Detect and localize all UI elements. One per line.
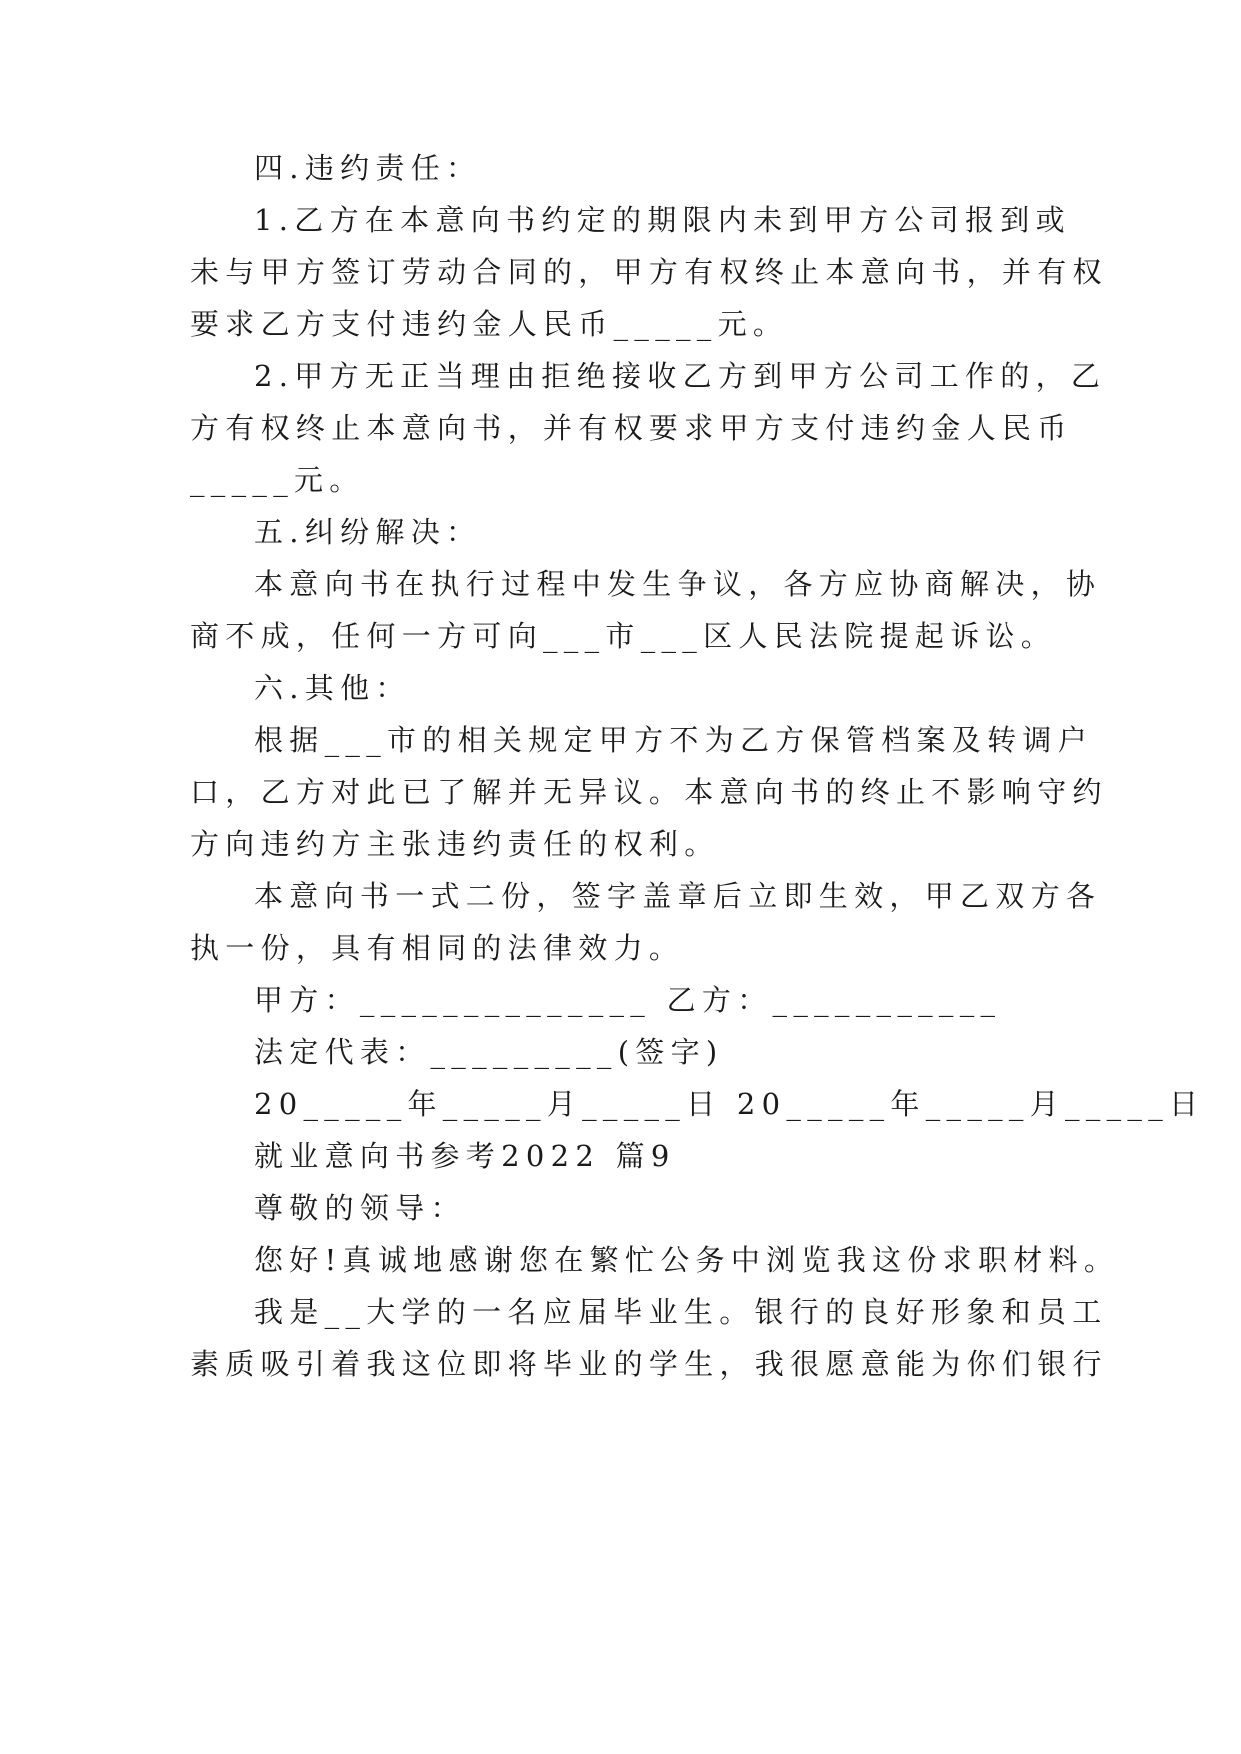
article-heading: 就业意向书参考2022 篇9 [254, 1139, 676, 1173]
paragraph-line: 素质吸引着我这位即将毕业的学生，我很愿意能为你们银行 [190, 1347, 1108, 1381]
paragraph-line: 商不成，任何一方可向___市___区人民法院提起诉讼。 [190, 619, 1057, 653]
legal-representative-line: 法定代表：_________(签字) [254, 1035, 724, 1069]
paragraph-line: 1.乙方在本意向书约定的期限内未到甲方公司报到或 [254, 203, 1071, 237]
paragraph-line: 我是__大学的一名应届毕业生。银行的良好形象和员工 [254, 1295, 1108, 1329]
paragraph-line: 口，乙方对此已了解并无异议。本意向书的终止不影响守约 [190, 775, 1108, 809]
signature-parties-line: 甲方：______________ 乙方：___________ [254, 983, 1002, 1017]
paragraph-line: _____元。 [190, 463, 365, 497]
section-heading-dispute-resolution: 五.纠纷解决： [254, 515, 482, 549]
section-heading-other: 六.其他： [254, 671, 411, 705]
paragraph-line: 方向违约方主张违约责任的权利。 [190, 827, 720, 861]
paragraph-line: 方有权终止本意向书，并有权要求甲方支付违约金人民币 [190, 411, 1073, 445]
signature-dates-line: 20_____年_____月_____日 20_____年_____月_____日 [254, 1087, 1205, 1121]
paragraph-line: 本意向书一式二份，签字盖章后立即生效，甲乙双方各 [254, 879, 1102, 913]
paragraph-line: 未与甲方签订劳动合同的，甲方有权终止本意向书，并有权 [190, 255, 1108, 289]
paragraph-line: 2.甲方无正当理由拒绝接收乙方到甲方公司工作的，乙 [254, 359, 1107, 393]
paragraph-line: 执一份，具有相同的法律效力。 [190, 931, 685, 965]
letter-salutation: 尊敬的领导： [254, 1191, 466, 1225]
paragraph-line: 本意向书在执行过程中发生争议，各方应协商解决，协 [254, 567, 1102, 601]
paragraph-line: 根据___市的相关规定甲方不为乙方保管档案及转调户 [254, 723, 1094, 757]
paragraph-line: 要求乙方支付违约金人民币_____元。 [190, 307, 789, 341]
paragraph-line: 您好!真诚地感谢您在繁忙公务中浏览我这份求职材料。 [254, 1243, 1120, 1277]
section-heading-breach-liability: 四.违约责任： [254, 151, 482, 185]
